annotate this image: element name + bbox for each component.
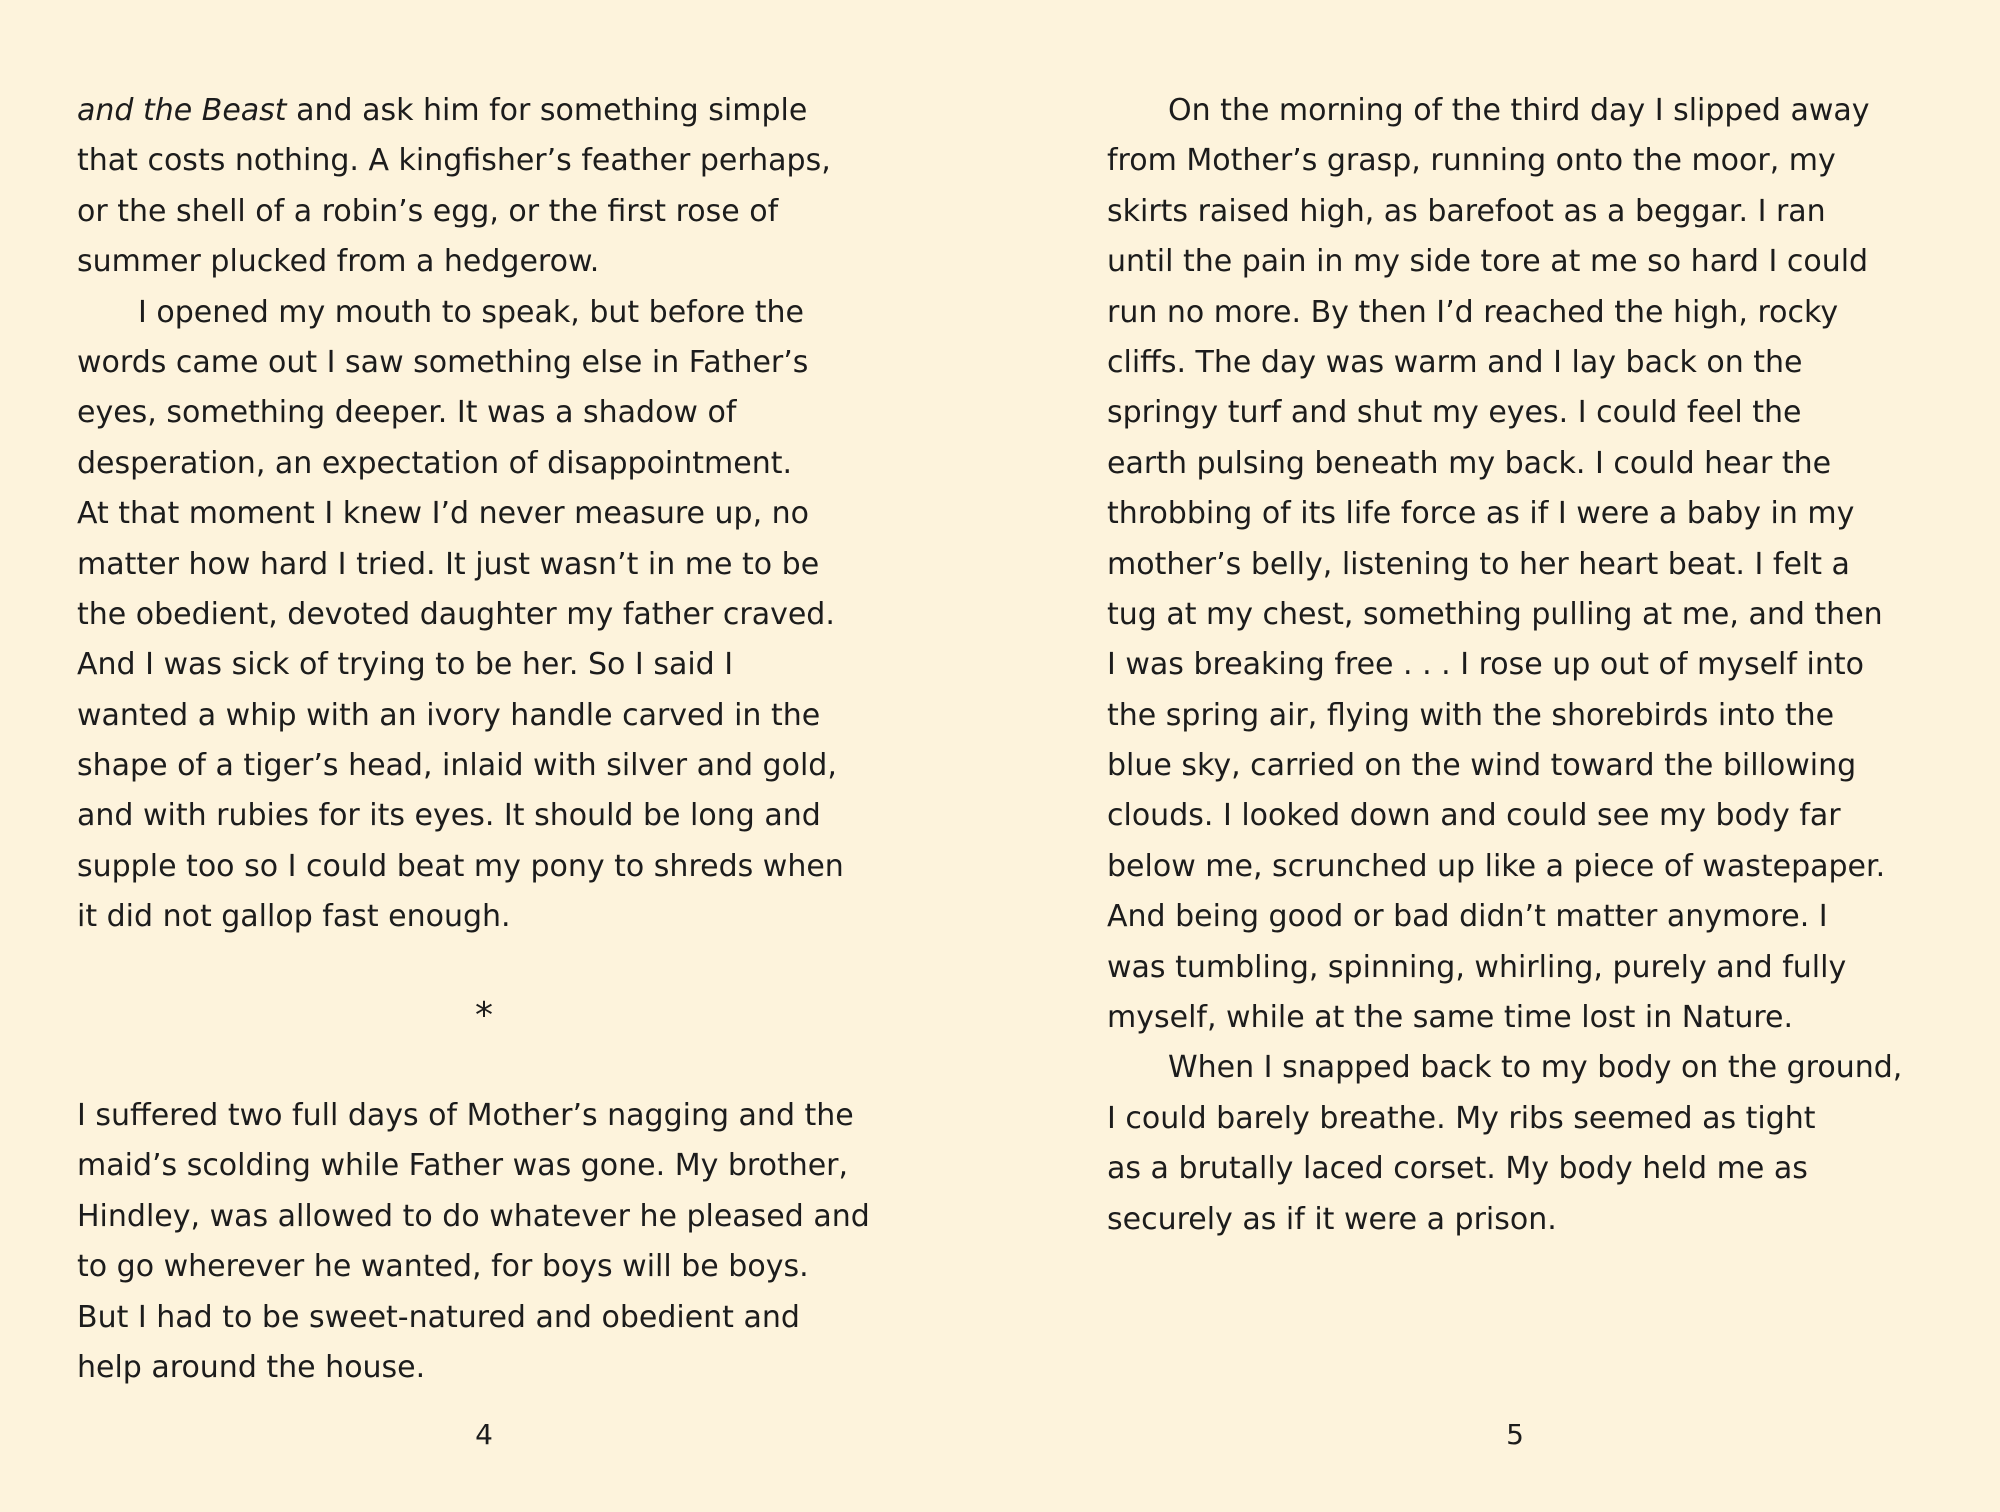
page-number: 4 bbox=[475, 1418, 493, 1451]
text-line: as a brutally laced corset. My body held me as bbox=[1107, 1151, 1808, 1187]
text-line: blue sky, carried on the wind toward the billowing bbox=[1107, 748, 1857, 784]
text-line: throbbing of its life force as if I were a baby in my bbox=[1107, 496, 1855, 532]
text-line: I suffered two full days of Mother’s nagging and the bbox=[77, 1098, 854, 1133]
section-separator: * bbox=[475, 995, 493, 1036]
text-line: supple too so I could beat my pony to shreds when bbox=[77, 848, 844, 884]
text-line: matter how hard I tried. It just wasn’t in me to be bbox=[77, 546, 820, 582]
text-line: and with rubies for its eyes. It should be long and bbox=[77, 798, 821, 834]
text-line: it did not gallop fast enough. bbox=[77, 899, 511, 935]
text-line-rest: and ask him for something simple bbox=[286, 93, 808, 128]
text-line: to go wherever he wanted, for boys will be boys. bbox=[77, 1249, 809, 1285]
text-line: But I had to be sweet-natured and obedient and bbox=[77, 1299, 800, 1335]
book-title-italic: and the Beast bbox=[77, 93, 287, 128]
text-line: springy turf and shut my eyes. I could feel the bbox=[1107, 395, 1802, 431]
text-line: until the pain in my side tore at me so hard I could bbox=[1107, 244, 1869, 280]
text-line: summer plucked from a hedgerow. bbox=[77, 244, 600, 280]
text-line: tug at my chest, something pulling at me, and then bbox=[1107, 596, 1883, 632]
text-line: from Mother’s grasp, running onto the moor, my bbox=[1107, 143, 1836, 179]
text-line: I was breaking free . . . I rose up out of myself into bbox=[1107, 647, 1864, 683]
text-line: clouds. I looked down and could see my body far bbox=[1107, 798, 1841, 834]
text-line: skirts raised high, as barefoot as a beggar. I ran bbox=[1107, 193, 1826, 229]
text-line: earth pulsing beneath my back. I could hear the bbox=[1107, 445, 1832, 481]
text-line: When I snapped back to my body on the ground, bbox=[1168, 1050, 1903, 1086]
text-line: On the morning of the third day I slipped away bbox=[1168, 93, 1870, 128]
text-line bbox=[77, 86, 844, 136]
text-line: Hindley, was allowed to do whatever he pleased and bbox=[77, 1198, 870, 1234]
text-line: help around the house. bbox=[77, 1349, 426, 1385]
text-line: the spring air, flying with the shorebirds into the bbox=[1107, 697, 1835, 733]
text-line: mother’s belly, listening to her heart beat. I felt a bbox=[1107, 546, 1850, 582]
right-page bbox=[1000, 0, 2000, 1512]
text-line: was tumbling, spinning, whirling, purely and fully bbox=[1107, 949, 1847, 985]
text-line: eyes, something deeper. It was a shadow of bbox=[77, 395, 737, 431]
text-line: maid’s scolding while Father was gone. My brother, bbox=[77, 1148, 849, 1184]
text-line: desperation, an expectation of disappointment. bbox=[77, 445, 793, 481]
text-line: At that moment I knew I’d never measure up, no bbox=[77, 496, 810, 532]
text-line: below me, scrunched up like a piece of wastepaper. bbox=[1107, 848, 1886, 884]
text-line: the obedient, devoted daughter my father craved. bbox=[77, 596, 835, 632]
paragraph bbox=[1107, 86, 1902, 1245]
paragraph-continued bbox=[77, 86, 844, 943]
text-line: or the shell of a robin’s egg, or the first rose of bbox=[77, 193, 779, 229]
text-line: words came out I saw something else in Father’s bbox=[77, 344, 809, 380]
text-line: myself, while at the same time lost in Nature. bbox=[1107, 1000, 1794, 1036]
text-line: I opened my mouth to speak, but before the bbox=[138, 294, 804, 330]
text-line: wanted a whip with an ivory handle carved in the bbox=[77, 697, 821, 733]
page-number: 5 bbox=[1506, 1418, 1524, 1451]
text-line: And being good or bad didn’t matter anymore. I bbox=[1107, 899, 1828, 935]
text-line: run no more. By then I’d reached the high, rocky bbox=[1107, 294, 1839, 330]
text-line: shape of a tiger’s head, inlaid with silver and gold, bbox=[77, 748, 837, 784]
text-line: securely as if it were a prison. bbox=[1107, 1201, 1557, 1237]
text-line: cliffs. The day was warm and I lay back on the bbox=[1107, 344, 1803, 380]
text-line: And I was sick of trying to be her. So I said I bbox=[77, 647, 734, 683]
text-line: I could barely breathe. My ribs seemed as tight bbox=[1107, 1100, 1816, 1136]
paragraph bbox=[77, 1091, 870, 1393]
text-line: that costs nothing. A kingfisher’s feather perhaps, bbox=[77, 143, 831, 179]
